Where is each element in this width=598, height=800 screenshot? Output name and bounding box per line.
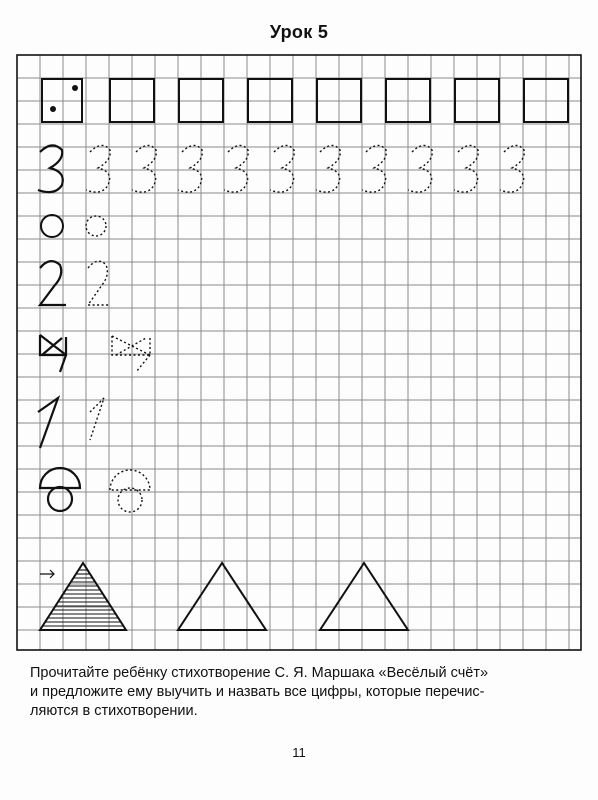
digit-two-sample [40, 261, 66, 305]
dotted-three [132, 145, 156, 192]
instructions-text [30, 664, 570, 721]
instructions-line-1: Прочитайте ребёнку стихотворение С. Я. Маршака «Весёлый счёт» [30, 665, 489, 681]
dotted-three [270, 145, 294, 192]
digit-zero-tracing [86, 216, 106, 236]
dotted-three [454, 145, 478, 192]
dotted-three [408, 145, 432, 192]
dotted-three [86, 145, 110, 192]
page-title: Урок 5 [269, 22, 329, 42]
dotted-three [316, 145, 340, 192]
digit-three-sample [38, 145, 63, 192]
digit-zero-sample [41, 215, 63, 237]
triangle-empty [178, 563, 266, 630]
digit-three-tracing [86, 145, 524, 192]
dotted-three [224, 145, 248, 192]
digit-six-tracing [110, 470, 150, 512]
page-number: 11 [292, 745, 306, 760]
grid-lines [17, 55, 581, 650]
arrow-icon [40, 570, 54, 578]
dotted-three [500, 145, 524, 192]
dotted-three [362, 145, 386, 192]
digit-six-sample [40, 468, 80, 511]
digit-one-tracing [90, 398, 104, 440]
digit-two-tracing [88, 261, 110, 305]
instructions-line-2: и предложите ему выучить и назвать все цифры, которые перечис- [30, 684, 485, 700]
triangle-empty-second [320, 563, 408, 630]
dotted-three [178, 145, 202, 192]
instructions-line-3: ляются в стихотворении. [30, 703, 198, 719]
